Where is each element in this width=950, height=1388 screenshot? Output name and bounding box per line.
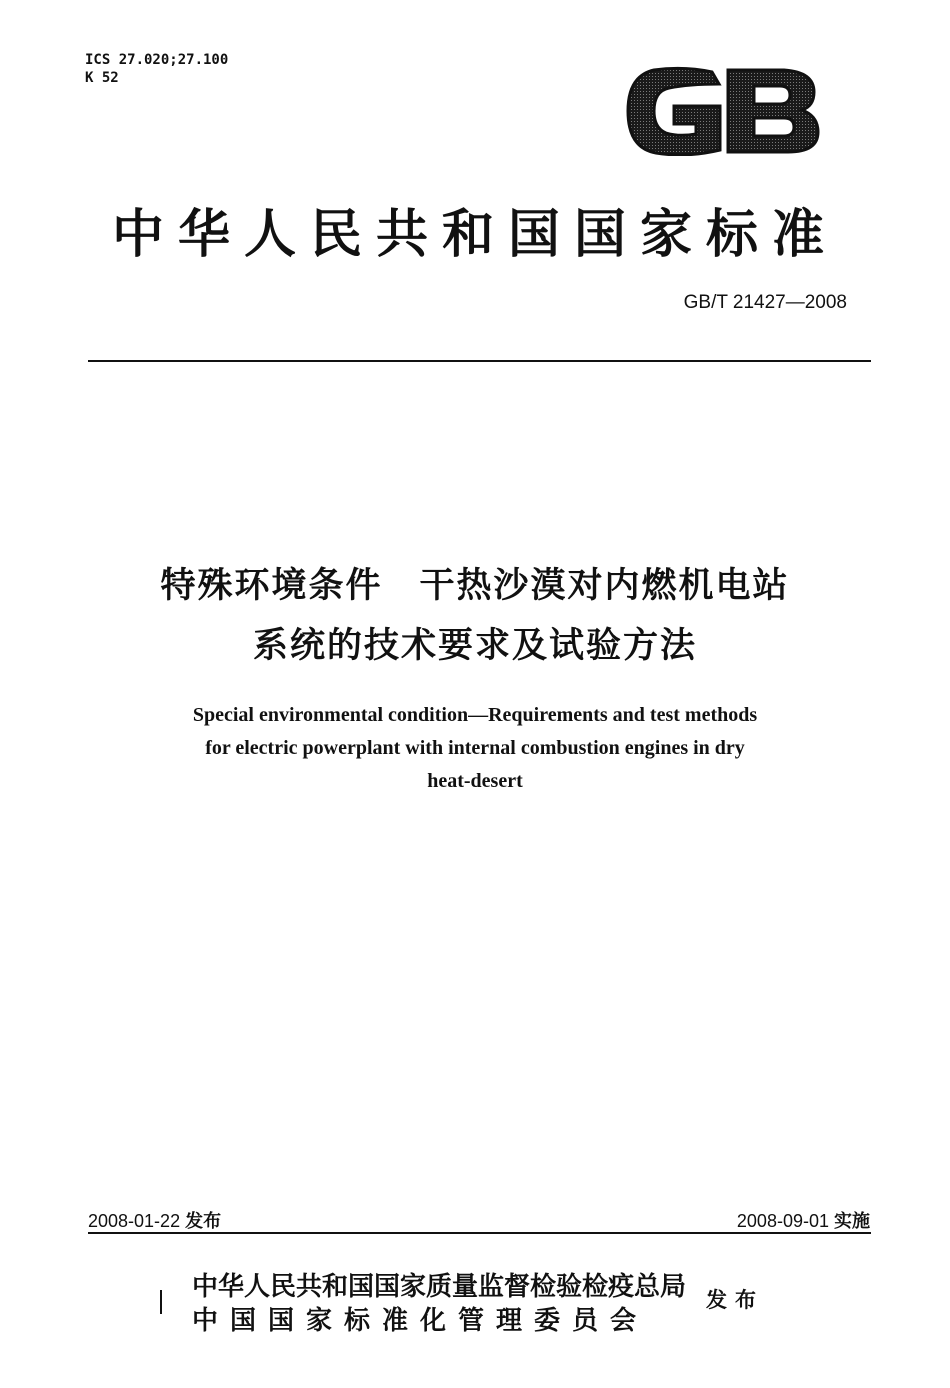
national-standard-title: 中华人民共和国国家标准	[111, 204, 838, 265]
title-zh-line2: 系统的技术要求及试验方法	[252, 626, 697, 666]
release-info	[88, 1207, 221, 1233]
gb-logo	[624, 66, 820, 156]
ics-code: ICS 27.020;27.100	[85, 52, 229, 68]
issuer-bracket	[160, 1290, 162, 1314]
effective-label: 实施	[834, 1211, 870, 1232]
bottom-divider	[88, 1232, 871, 1234]
top-divider	[88, 360, 871, 362]
ccs-code: K 52	[85, 70, 119, 86]
issuer-sac: 中国国家标准化管理委员会	[192, 1306, 649, 1336]
title-zh-line1: 特殊环境条件 干热沙漠对内燃机电站	[160, 566, 790, 606]
title-en-line2: for electric powerplant with internal combustion engines in dry	[205, 737, 745, 759]
issue-verb: 发布	[706, 1287, 764, 1312]
release-date: 2008-01-22	[88, 1211, 181, 1231]
effective-date: 2008-09-01	[736, 1211, 829, 1231]
issuer-aqsiq: 中华人民共和国国家质量监督检验检疫总局	[192, 1272, 687, 1302]
title-en-line1: Special environmental condition—Requirements and test methods	[192, 704, 758, 726]
effective-info	[737, 1207, 870, 1233]
release-label: 发布	[185, 1211, 222, 1232]
title-en-line3: heat-desert	[427, 770, 523, 792]
standard-number: GB/T 21427—2008	[683, 292, 847, 313]
